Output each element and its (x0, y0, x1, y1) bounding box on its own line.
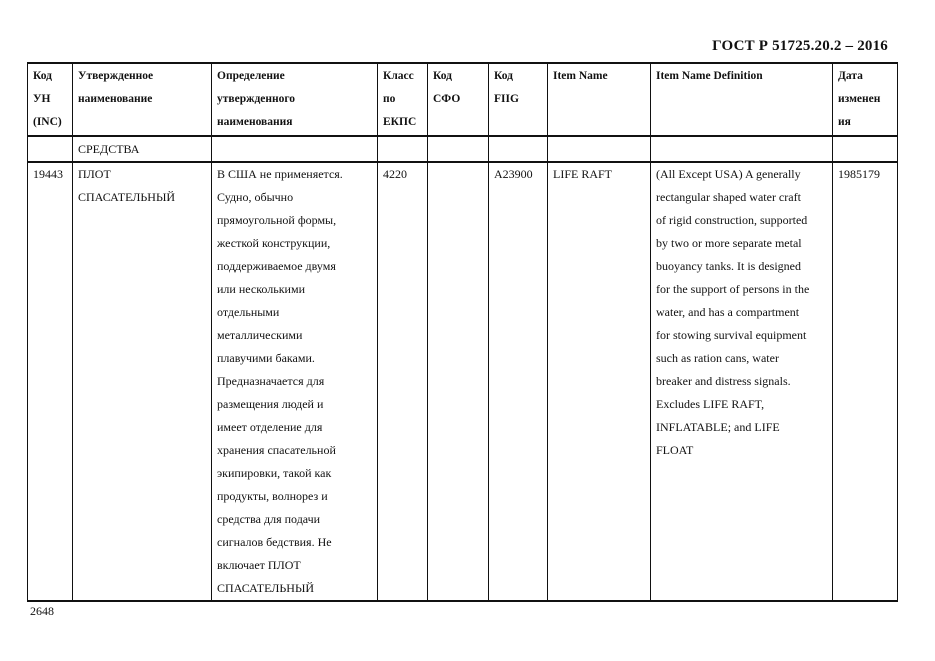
header-definition: Определение утвержденного наименования (212, 63, 378, 136)
cell-ekps-class (378, 136, 428, 162)
cell-ekps-class: 4220 (378, 162, 428, 601)
cell-change-date: 1985179 (833, 162, 898, 601)
cell-item-name-definition (651, 136, 833, 162)
header-approved-name: Утвержденное наименование (73, 63, 212, 136)
cell-fiig-code (489, 136, 548, 162)
table-row-continuation (28, 136, 898, 162)
header-change-date: Дата изменен ия (833, 63, 898, 136)
approved-names-table (27, 62, 898, 602)
cell-item-name (548, 136, 651, 162)
page-number: 2648 (30, 604, 54, 618)
cell-change-date (833, 136, 898, 162)
document-standard-title: ГОСТ Р 51725.20.2 – 2016 (712, 38, 888, 54)
header-item-name-definition: Item Name Definition (651, 63, 833, 136)
header-code-un: Код УН (INC) (28, 63, 73, 136)
header-ekps-class: Класс по ЕКПС (378, 63, 428, 136)
cell-approved-name: ПЛОТ СПАСАТЕЛЬНЫЙ (73, 162, 212, 601)
header-fiig-code: Код FIIG (489, 63, 548, 136)
cell-code-un (28, 136, 73, 162)
cell-item-name-definition: (All Except USA) A generally rectangular shaped water craft of rigid construction, supported by two or more separate metal buoyancy tanks. It is designed for the support of persons in the water, and has a compartment for stowing survival equipment such as ration cans, water breaker and distress signals. Excludes LIFE RAFT, INFLATABLE; and LIFE FLOAT (651, 162, 833, 601)
cell-definition: В США не применяется. Судно, обычно прямоугольной формы, жесткой конструкции, поддерживаемое двумя или несколькими отдельными металлическими плавучими баками. Предназначается для размещения людей и имеет отделение для хранения спасательной экипировки, такой как продукты, волнорез и средства для подачи сигналов бедствия. Не включает ПЛОТ СПАСАТЕЛЬНЫЙ (212, 162, 378, 601)
cell-definition (212, 136, 378, 162)
cell-sfo-code (428, 162, 489, 601)
header-item-name: Item Name (548, 63, 651, 136)
cell-code-un: 19443 (28, 162, 73, 601)
cell-sfo-code (428, 136, 489, 162)
table-row (28, 162, 898, 601)
table-header-row (28, 63, 898, 136)
header-sfo-code: Код СФО (428, 63, 489, 136)
cell-item-name: LIFE RAFT (548, 162, 651, 601)
cell-approved-name: СРЕДСТВА (73, 136, 212, 162)
cell-fiig-code: A23900 (489, 162, 548, 601)
